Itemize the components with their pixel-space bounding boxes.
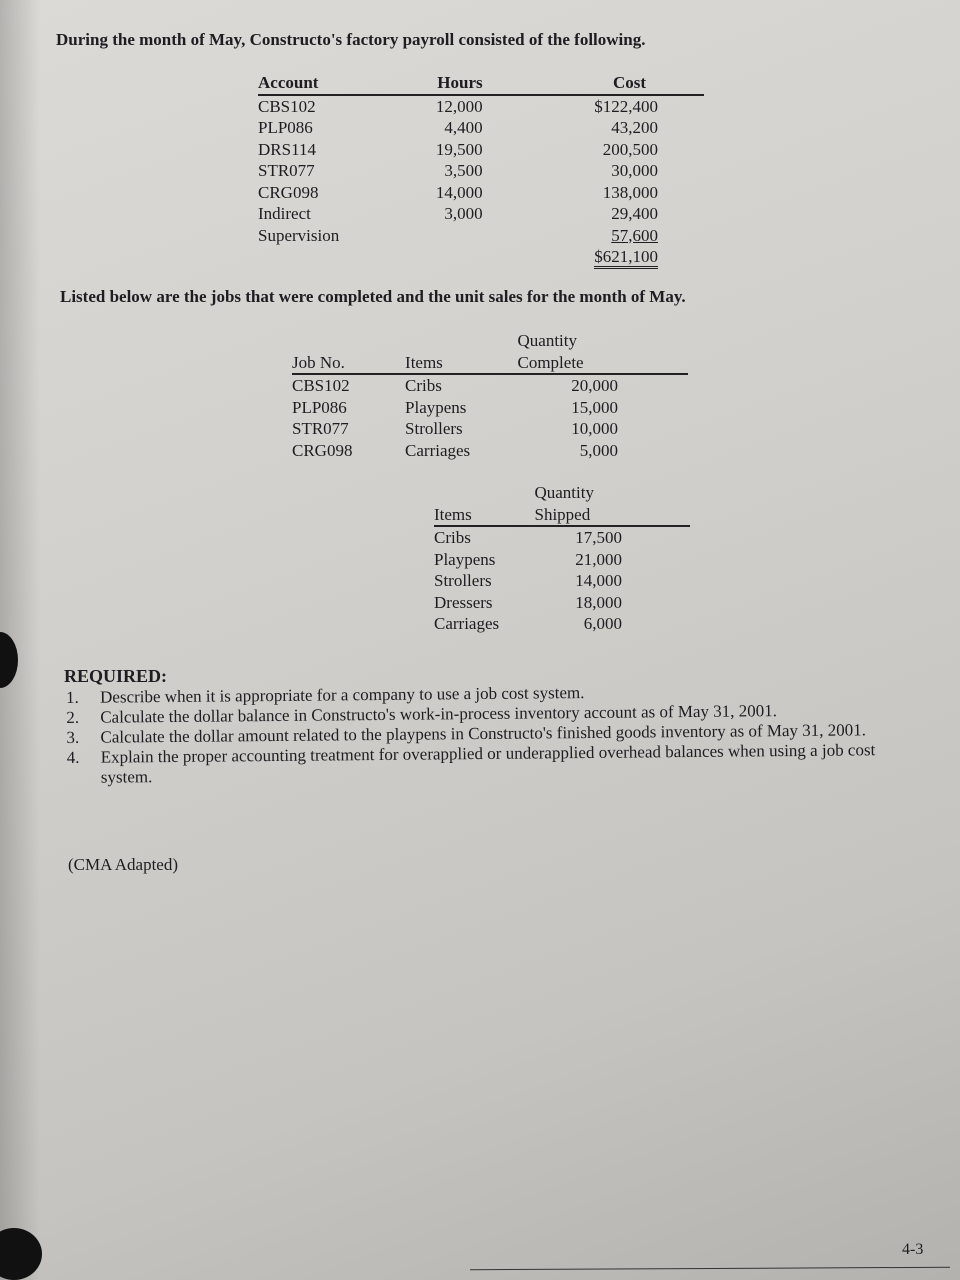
header-quantity-line1: Quantity [534,483,594,502]
item-text: Calculate the dollar amount related to the playpens in Constructo's finished goods inventory as of May 31, 2001. [100,720,867,747]
table-row [434,613,690,635]
account-cell: Supervision [258,225,340,245]
item-cell: Playpens [434,549,496,569]
header-quantity-line2: Shipped [532,504,690,527]
quantity-cell: 21,000 [575,549,622,569]
required-heading: REQUIRED: [64,666,168,686]
quantity-cell: 6,000 [583,614,622,633]
job-no-cell: CRG098 [292,440,353,460]
table-row [292,418,688,440]
quantity-cell: 15,000 [571,397,618,417]
table-row [258,225,704,247]
page-bottom-rule [470,1267,950,1271]
hours-cell: 3,000 [444,204,483,223]
item-cell: Dressers [434,592,493,612]
account-cell: Indirect [258,204,311,223]
table-row [434,570,690,592]
account-cell: CRG098 [258,182,319,202]
item-number: 4. [66,747,80,767]
item-number: 2. [66,707,80,727]
quantity-cell: 18,000 [575,592,622,612]
total-cost-cell [483,246,704,269]
item-cell: Cribs [434,528,471,547]
cost-cell: 138,000 [602,182,658,202]
header-account: Account [258,72,412,95]
jobs-header-row [292,352,688,375]
table-row [258,117,704,139]
source-note: (CMA Adapted) [68,855,179,874]
jobs-intro-text: Listed below are the jobs that were completed and the unit sales for the month of May. [60,287,686,306]
table-row [258,95,704,118]
quantity-shipped-table [434,482,690,635]
account-cell: CBS102 [258,96,316,116]
header-job-no: Job No. [292,352,405,375]
hours-cell: 4,400 [444,118,483,137]
header-quantity-line2: Complete [516,352,689,375]
item-cell: Strollers [434,571,492,590]
account-cell: PLP086 [258,118,313,137]
item-cell: Cribs [405,376,442,395]
item-number: 1. [66,687,79,707]
cost-cell: 29,400 [611,204,658,223]
item-text: Calculate the dollar balance in Constructo's work-in-process inventory account as of May 31, 2001. [100,701,778,727]
cost-cell: $122,400 [594,96,658,116]
item-cell: Strollers [405,419,463,438]
payroll-intro-text: During the month of May, Constructo's factory payroll consisted of the following. [56,30,646,49]
item-cell: Carriages [405,440,471,460]
hours-cell [412,225,483,247]
payroll-table [258,72,704,269]
hours-cell: 14,000 [435,182,483,202]
account-cell: STR077 [258,161,315,180]
hours-cell: 12,000 [435,96,483,116]
quantity-cell: 10,000 [571,419,618,438]
quantity-cell: 17,500 [575,528,622,547]
shipped-header-row [434,504,690,527]
table-row [258,182,704,204]
table-row [258,203,704,225]
item-number: 3. [66,727,80,747]
table-row [292,374,688,397]
hours-cell: 3,500 [444,161,483,180]
job-no-cell: PLP086 [292,397,347,417]
cost-cell: 30,000 [611,161,658,180]
table-row [258,139,704,161]
item-cell: Carriages [434,614,500,633]
header-quantity-line1: Quantity [517,331,577,350]
job-no-cell: CBS102 [292,376,350,395]
item-cell: Playpens [405,397,467,417]
page-number: 4-3 [902,1241,924,1258]
table-row [434,526,690,549]
table-row [292,397,688,419]
cost-cell: 200,500 [602,139,658,159]
header-items: Items [405,352,515,375]
cost-value: 57,600 [611,225,658,245]
quantity-cell: 14,000 [575,571,622,590]
list-item [67,740,927,788]
item-text: Describe when it is appropriate for a company to use a job cost system. [99,683,585,707]
table-row [434,549,690,571]
account-cell: DRS114 [258,139,316,159]
header-hours: Hours [412,72,483,95]
table-row [258,160,704,182]
header-cost: Cost [483,72,704,95]
header-items: Items [434,504,532,527]
job-no-cell: STR077 [292,419,349,438]
hours-cell: 19,500 [435,139,483,159]
quantity-cell: 20,000 [571,376,618,395]
total-cost-value: $621,100 [594,248,658,269]
table-row [292,440,688,462]
cost-cell [483,225,704,247]
payroll-total-row [258,246,704,269]
table-row [434,592,690,614]
quantity-cell: 5,000 [579,440,618,460]
required-list [66,680,927,788]
cost-cell: 43,200 [611,118,658,137]
item-text: Explain the proper accounting treatment for overapplied or underapplied overhead balances when using a job cost system. [100,740,876,787]
payroll-header-row [258,72,704,95]
jobs-completed-table [292,330,688,461]
